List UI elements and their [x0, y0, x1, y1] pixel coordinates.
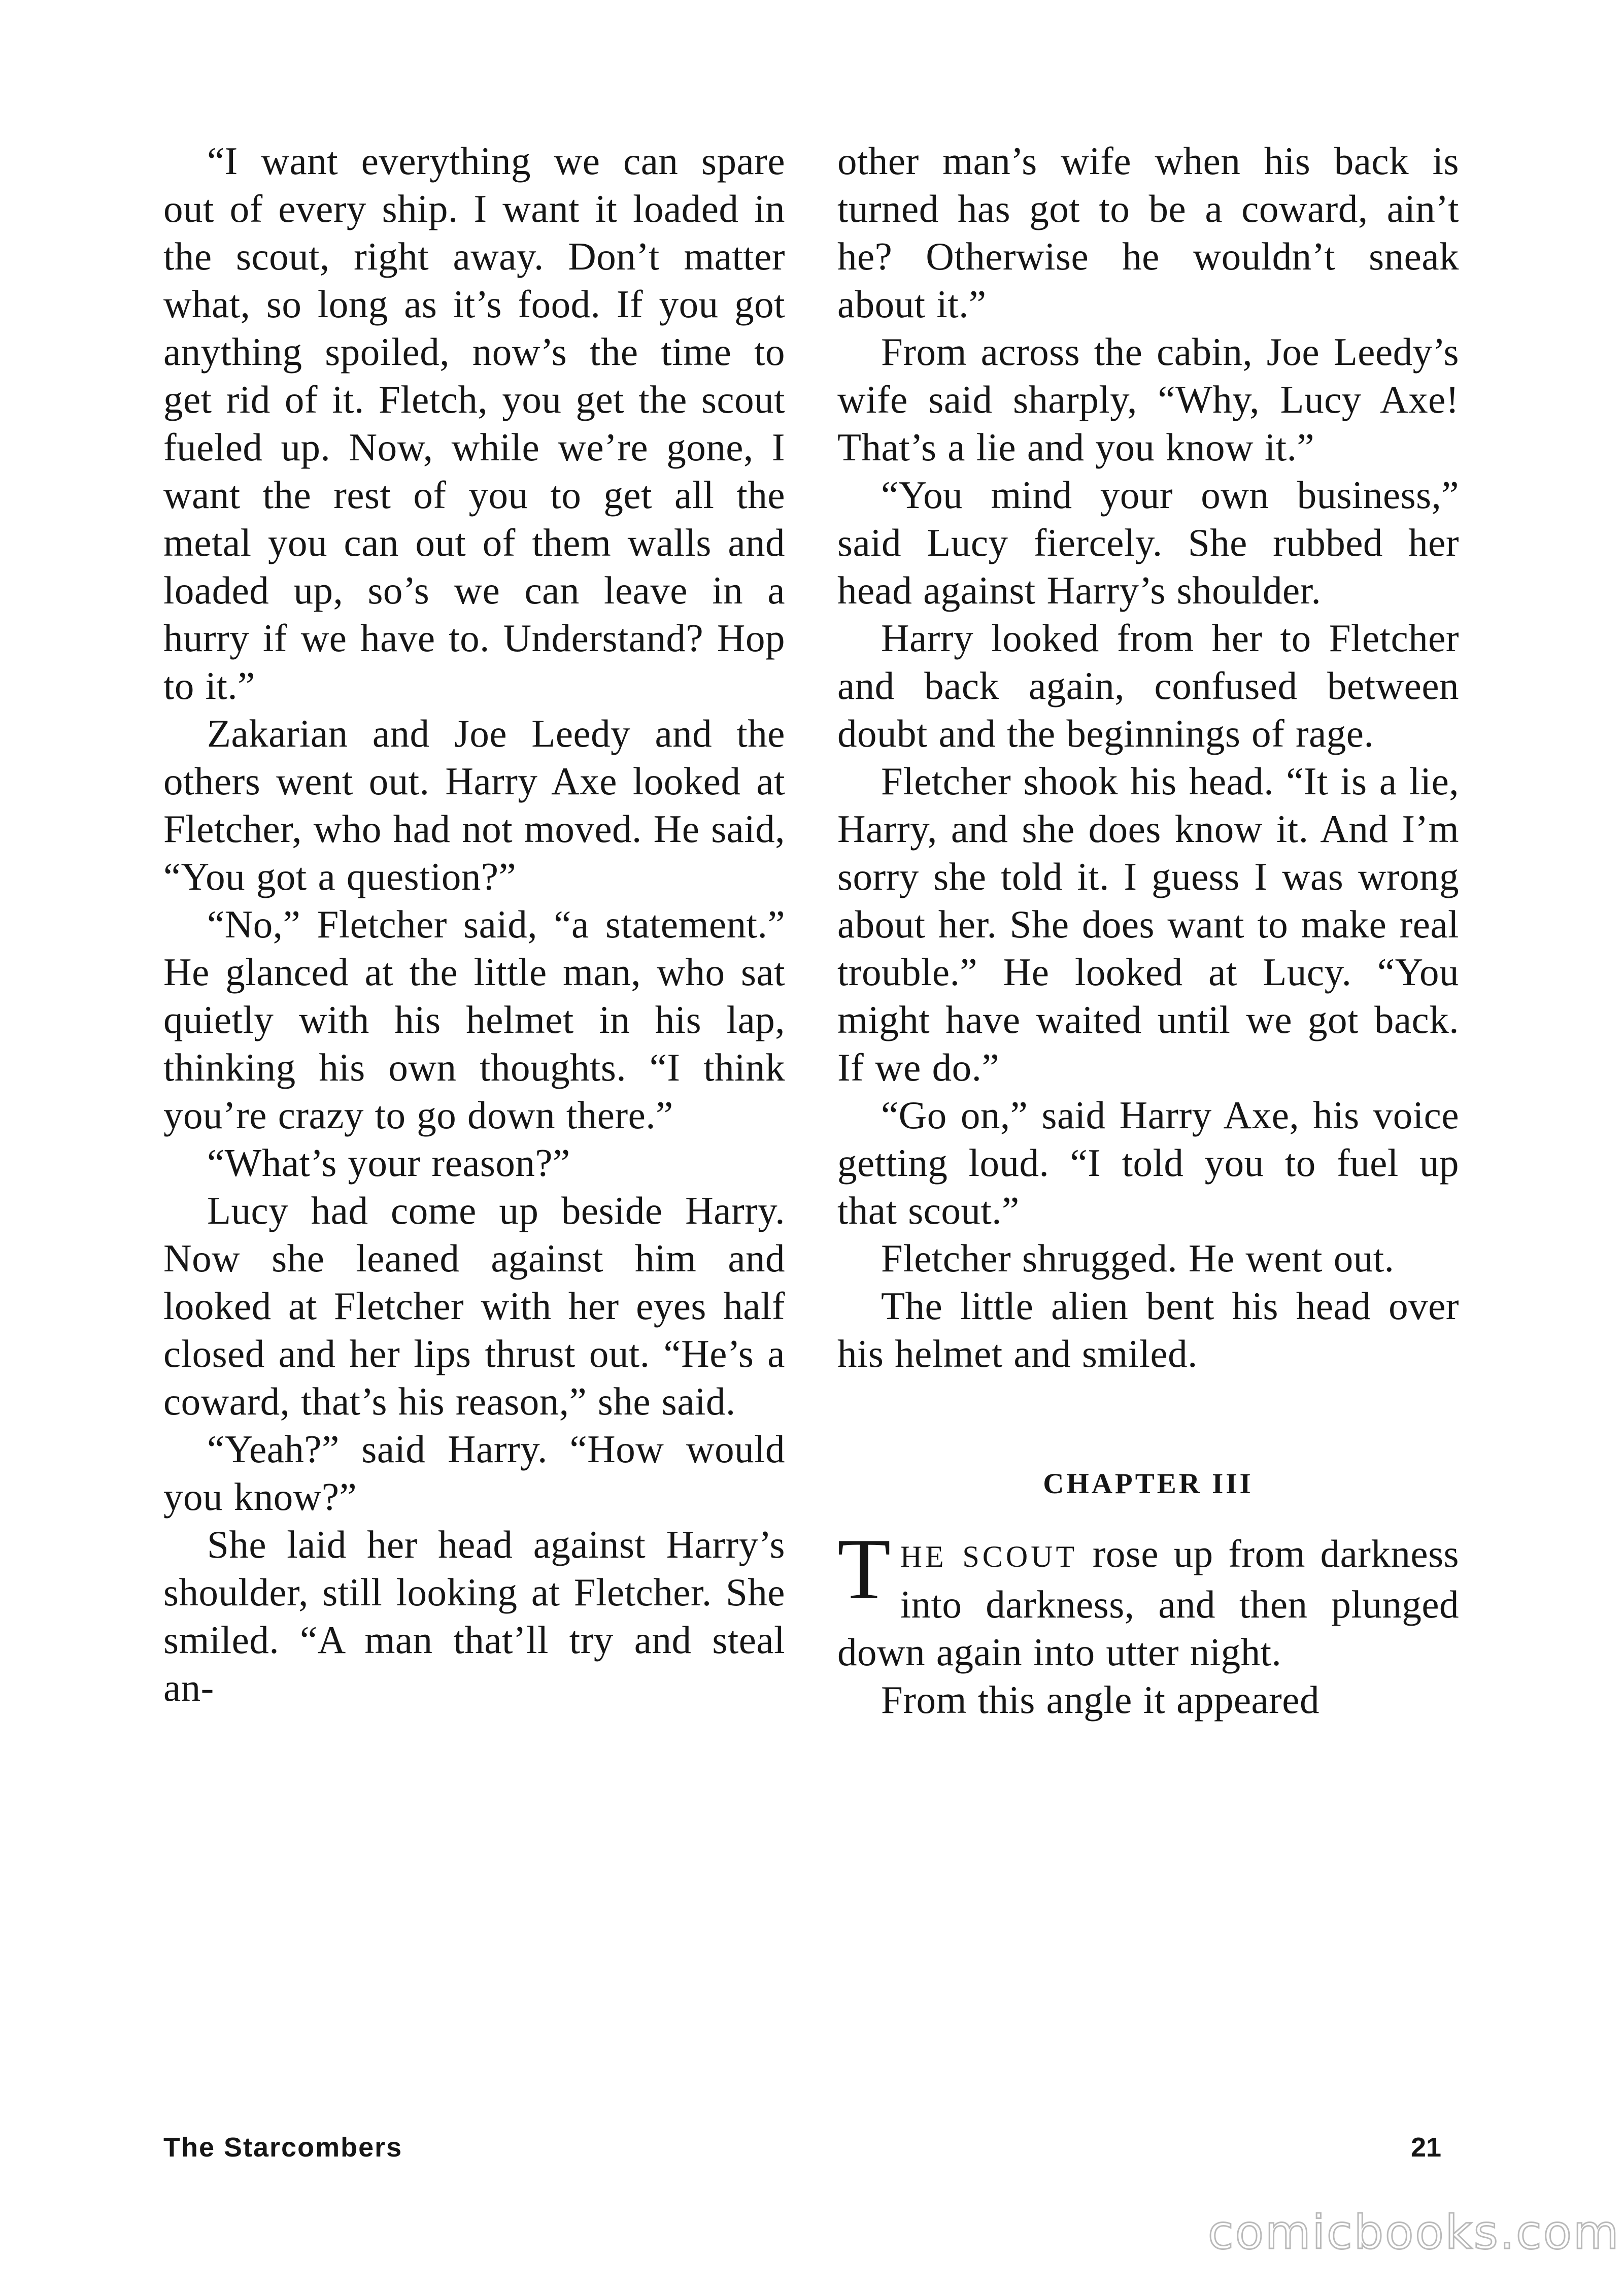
drop-cap: T [837, 1521, 891, 1618]
paragraph: From across the cabin, Joe Leedy’s wife said sharply, “Why, Lucy Axe! That’s a lie and you know it.” [837, 330, 1459, 469]
paragraph: Fletcher shrugged. He went out. [881, 1236, 1395, 1280]
left-column [163, 137, 785, 1711]
paragraph: “Yeah?” said Harry. “How would you know?” [163, 1427, 785, 1519]
paragraph: other man’s wife when his back is turned has got to be a coward, ain’t he? Otherwise he wouldn’t sneak about it.” [837, 139, 1459, 326]
small-caps-lead: HE SCOUT [900, 1540, 1078, 1573]
chapter-opening-paragraph [837, 1521, 1459, 1676]
paragraph-text: rose up from darkness into darkness, and then plunged down again into utter night. [837, 1532, 1459, 1674]
paragraph: Zakarian and Joe Leedy and the others went out. Harry Axe looked at Fletcher, who had not moved. He said, “You got a question?” [163, 712, 785, 898]
paragraph: Lucy had come up beside Harry. Now she leaned against him and looked at Fletcher with her eyes half closed and her lips thrust out. “He’s a coward, that’s his reason,” she said. [163, 1189, 785, 1423]
chapter-heading: CHAPTER III [1043, 1468, 1254, 1500]
paragraph: From this angle it appeared [881, 1678, 1319, 1722]
paragraph: “What’s your reason?” [207, 1141, 570, 1185]
paragraph: “You mind your own business,” said Lucy fiercely. She rubbed her head against Harry’s shoulder. [837, 473, 1459, 612]
paragraph: The little alien bent his head over his helmet and smiled. [837, 1284, 1459, 1375]
right-column [837, 137, 1459, 1724]
paragraph: “I want everything we can spare out of every ship. I want it loaded in the scout, right away. Don’t matter what, so long as it’s food. If you got anything spoiled, now’s the time to get rid of it. Fletch, you get the scout fueled up. Now, while we’re gone, I want the rest of you to get all the metal you can out of them walls and loaded up, so’s we can leave in a hurry if we have to. Understand? Hop to it.” [163, 139, 785, 708]
paragraph: She laid her head against Harry’s shoulder, still looking at Fletcher. She smiled. “A man that’ll try and steal an- [163, 1523, 785, 1709]
paragraph: “No,” Fletcher said, “a statement.” He glanced at the little man, who sat quietly with his helmet in his lap, thinking his own thoughts. “I think you’re crazy to go down there.” [163, 902, 785, 1137]
footer-story-title: The Starcombers [163, 2132, 403, 2163]
paragraph: Fletcher shook his head. “It is a lie, Harry, and she does know it. And I’m sorry she told it. I guess I was wrong about her. She does want to make real trouble.” He looked at Lucy. “You might have waited until we got back. If we do.” [837, 759, 1459, 1089]
page-number: 21 [1411, 2132, 1442, 2163]
paragraph: Harry looked from her to Fletcher and back again, confused between doubt and the beginnings of rage. [837, 616, 1459, 755]
paragraph: “Go on,” said Harry Axe, his voice getting loud. “I told you to fuel up that scout.” [837, 1093, 1459, 1232]
watermark: comicbooks.com [1208, 2205, 1620, 2260]
